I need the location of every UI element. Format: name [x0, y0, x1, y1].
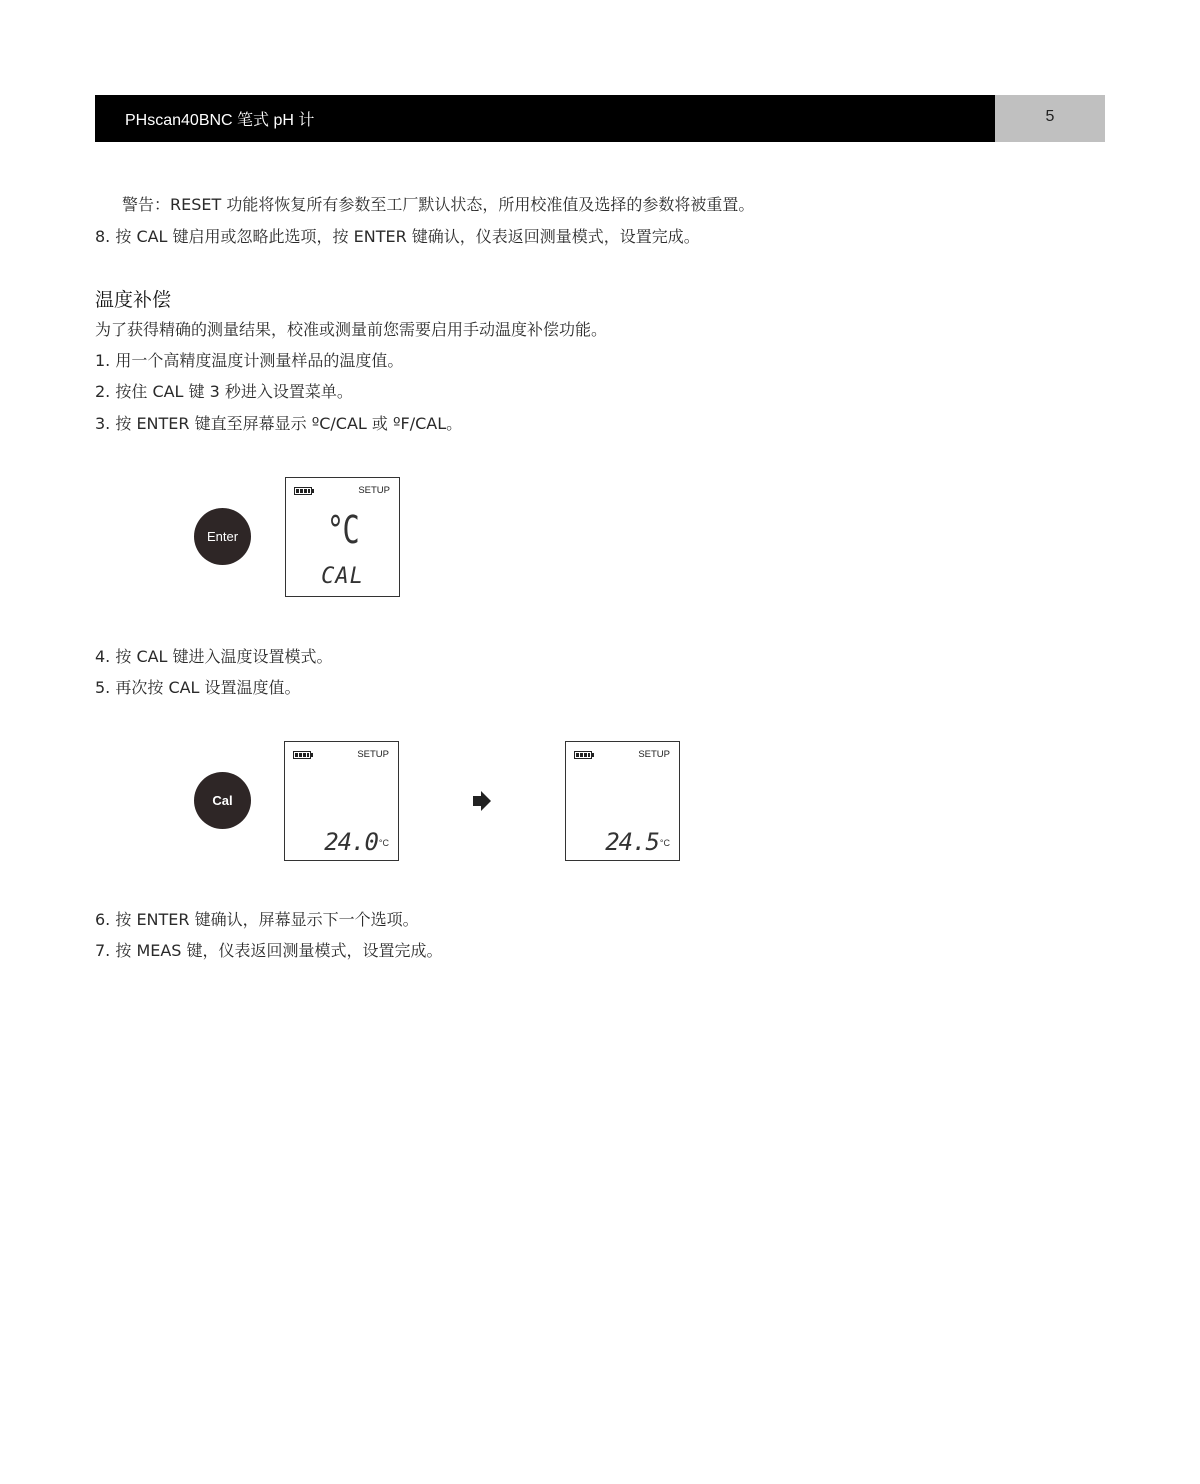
lcd-display-unit-cal — [285, 477, 400, 597]
step-8: 8. 按 CAL 键启用或忽略此选项，按 ENTER 键确认，仪表返回测量模式，设置完成。 — [95, 227, 700, 246]
lcd-temperature-reading: 24.0 — [324, 828, 378, 856]
section-heading-temperature-compensation: 温度补偿 — [95, 289, 172, 311]
step-5: 5. 再次按 CAL 设置温度值。 — [95, 678, 301, 697]
cal-button-illustration: Cal — [194, 772, 251, 829]
lcd-unit: °C — [326, 508, 359, 552]
step-3: 3. 按 ENTER 键直至屏幕显示 ºC/CAL 或 ºF/CAL。 — [95, 414, 463, 433]
battery-icon — [293, 751, 311, 759]
step-2: 2. 按住 CAL 键 3 秒进入设置菜单。 — [95, 382, 353, 401]
arrow-right-icon — [473, 791, 491, 811]
battery-icon — [294, 487, 312, 495]
lcd-temperature-unit: °C — [659, 838, 670, 848]
document-title: PHscan40BNC 笔式 pH 计 — [125, 112, 315, 129]
step-6: 6. 按 ENTER 键确认，屏幕显示下一个选项。 — [95, 910, 419, 929]
page-number: 5 — [1045, 108, 1055, 125]
lcd-mode-label: SETUP — [358, 485, 390, 496]
page-header — [95, 95, 995, 142]
lcd-mode-label: SETUP — [357, 749, 389, 760]
reset-warning: 警告：RESET 功能将恢复所有参数至工厂默认状态，所用校准值及选择的参数将被重置。 — [122, 195, 755, 214]
enter-button-illustration: Enter — [194, 508, 251, 565]
battery-icon — [574, 751, 592, 759]
page-number-box — [995, 95, 1105, 142]
step-7: 7. 按 MEAS 键，仪表返回测量模式，设置完成。 — [95, 941, 443, 960]
step-4: 4. 按 CAL 键进入温度设置模式。 — [95, 647, 333, 666]
lcd-mode-label: SETUP — [638, 749, 670, 760]
section-description: 为了获得精确的测量结果，校准或测量前您需要启用手动温度补偿功能。 — [95, 320, 608, 339]
step-1: 1. 用一个高精度温度计测量样品的温度值。 — [95, 351, 404, 370]
lcd-display-before — [284, 741, 399, 861]
lcd-cal-label: CAL — [321, 564, 364, 589]
lcd-display-after — [565, 741, 680, 861]
lcd-temperature-unit: °C — [378, 838, 389, 848]
lcd-temperature-reading: 24.5 — [605, 828, 659, 856]
